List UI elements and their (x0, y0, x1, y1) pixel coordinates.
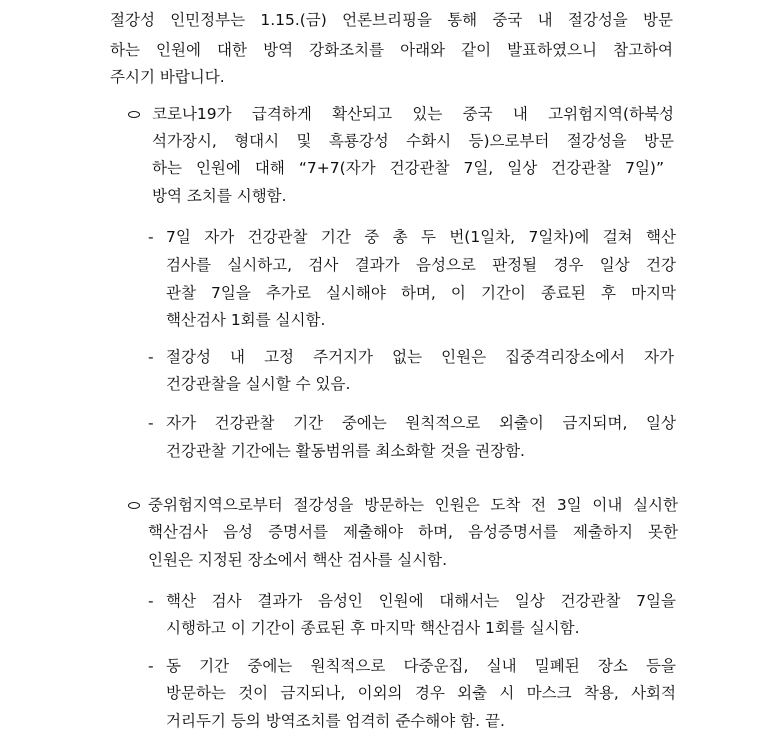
section-1-line: 하는 인원에 대해 “7+7(자가 건강관찰 7일, 일상 건강관찰 7일)” (152, 159, 664, 177)
section-2-line: 핵산검사 음성 증명서를 제출해야 하며, 음성증명서를 제출하지 못한 (148, 523, 678, 541)
circle-bullet-icon (128, 111, 140, 118)
subitem-line: 방문하는 것이 금지되나, 이외의 경우 외출 시 마스크 착용, 사회적 (166, 684, 676, 702)
subitem-line: 동 기간 중에는 원칙적으로 다중운집, 실내 밀폐된 장소 등을 (166, 657, 676, 675)
subitem-line: 7일 자가 건강관찰 기간 중 총 두 번(1일차, 7일차)에 걸쳐 핵산 (166, 228, 676, 246)
circle-bullet-icon (128, 502, 140, 509)
dash-bullet: - (148, 592, 154, 610)
subitem-line: 거리두기 등의 방역조치를 엄격히 준수해야 함. 끝. (166, 712, 505, 730)
subitem-line: 건강관찰을 실시할 수 있음. (166, 375, 351, 393)
intro-line: 하는 인원에 대한 방역 강화조치를 아래와 같이 발표하였으니 참고하여 (110, 41, 673, 59)
dash-bullet: - (148, 228, 154, 246)
subitem-line: 검사를 실시하고, 검사 결과가 음성으로 판정될 경우 일상 건강 (166, 256, 676, 274)
section-1-line: 석가장시, 형대시 및 흑룡강성 수화시 등)으로부터 절강성을 방문 (152, 132, 674, 150)
section-1-line: 방역 조치를 시행함. (152, 187, 287, 205)
subitem-line: 건강관찰 기간에는 활동범위를 최소화할 것을 권장함. (166, 442, 525, 460)
subitem-line: 핵산검사 1회를 실시함. (166, 311, 326, 329)
subitem-line: 시행하고 이 기간이 종료된 후 마지막 핵산검사 1회를 실시함. (166, 619, 580, 637)
section-1-line: 코로나19가 급격하게 확산되고 있는 중국 내 고위험지역(하북성 (152, 105, 674, 123)
section-2-line: 인원은 지정된 장소에서 핵산 검사를 실시함. (148, 551, 448, 569)
dash-bullet: - (148, 348, 154, 366)
intro-line: 주시기 바랍니다. (110, 68, 225, 86)
subitem-line: 절강성 내 고정 주거지가 없는 인원은 집중격리장소에서 자가 (166, 348, 674, 366)
subitem-line: 핵산 검사 결과가 음성인 인원에 대해서는 일상 건강관찰 7일을 (166, 592, 676, 610)
subitem-line: 관찰 7일을 추가로 실시해야 하며, 이 기간이 종료된 후 마지막 (166, 284, 676, 302)
intro-line: 절강성 인민정부는 1.15.(금) 언론브리핑을 통해 중국 내 절강성을 방문 (110, 11, 673, 29)
dash-bullet: - (148, 414, 154, 432)
subitem-line: 자가 건강관찰 기간 중에는 원칙적으로 외출이 금지되며, 일상 (166, 414, 676, 432)
dash-bullet: - (148, 657, 154, 675)
section-2-line: 중위험지역으로부터 절강성을 방문하는 인원은 도착 전 3일 이내 실시한 (148, 496, 678, 514)
